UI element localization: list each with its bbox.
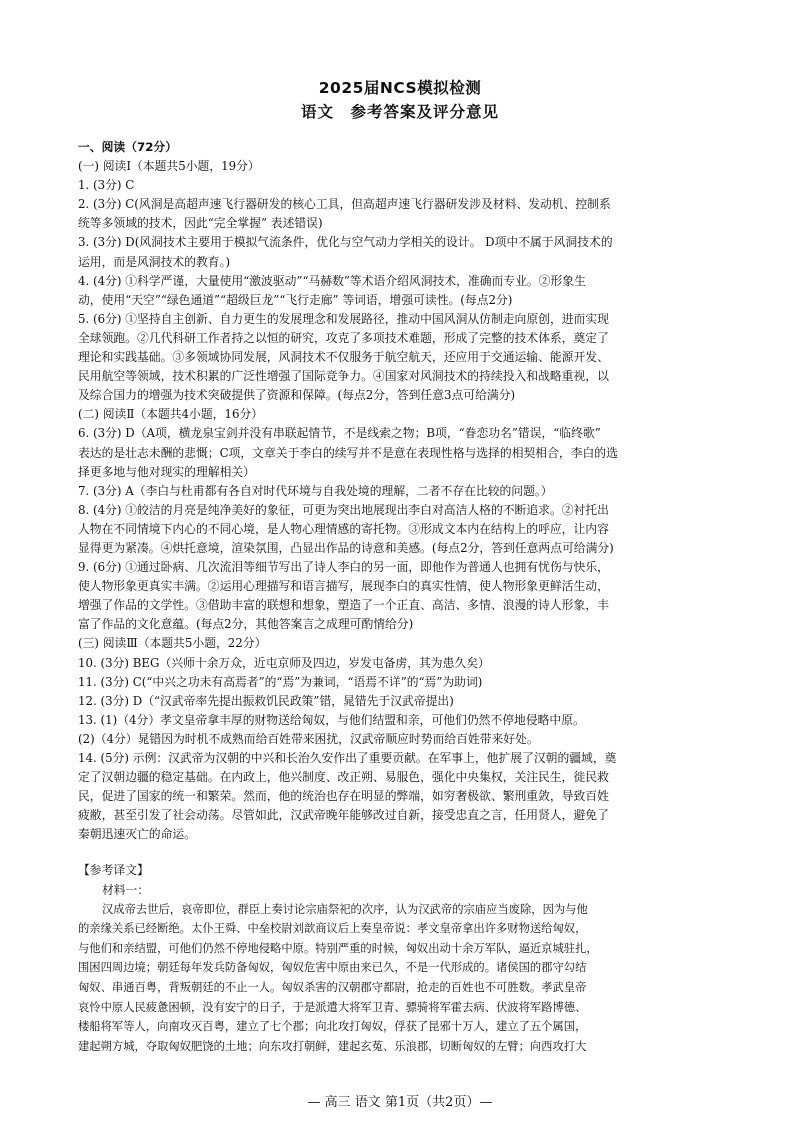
answer-line: 表达的是壮志未酬的悲慨；C项，文章关于李白的续写并不是意在表现性格与选择的相契相合，李白的选	[78, 445, 618, 460]
answer-line: 增强了作品的文学性。③借助丰富的联想和想象，塑造了一个正直、高洁、多情、浪漫的诗人形象，丰	[78, 598, 609, 613]
answer-line: 全球领跑。②几代科研工作者持之以恒的研究，攻克了多项技术难题，形成了完整的技术体系，奠定了	[78, 330, 609, 345]
answer-line: 择更多地与他对现实的理解相关）	[78, 464, 255, 479]
translation-heading: 【参考译文】	[78, 863, 149, 878]
answer-line: 秦朝迅速灭亡的命运。	[78, 827, 196, 842]
answer-line: 3. (3分) D(风洞技术主要用于模拟气流条件，优化与空气动力学相关的设计。 D项中不属于风洞技术的	[78, 235, 613, 250]
answer-line: 定了汉朝边疆的稳定基础。在内政上，他兴制度、改正朔、易服色，强化中央集权，关注民生，徙民救	[78, 770, 609, 785]
answer-line: 2. (3分) C(风洞是高超声速飞行器研发的核心工具，但高超声速飞行器研发涉及材料、发动机、控制系	[78, 197, 611, 212]
section-heading-reading: 一、阅读（72分）	[78, 140, 177, 154]
answer-line: (2)（4分）晁错因为时机不成熟而给百姓带来困扰，汉武帝顺应时势而给百姓带来好处。	[78, 731, 539, 746]
answer-line: 使人物形象更真实丰满。②运用心理描写和语言描写，展现李白的真实性情，使人物形象更鲜活生动，	[78, 579, 609, 594]
translation-line: 的亲缘关系已经断绝。太仆王舜、中垒校尉刘歆商议后上奏皇帝说：孝文皇帝拿出许多财物送给匈奴，	[78, 922, 587, 936]
answer-line: 14. (5分) 示例：汉武帝为汉朝的中兴和长治久安作出了重要贡献。在军事上，他扩展了汉朝的疆域，奠	[78, 751, 617, 765]
answer-line: 12. (3分) D（“汉武帝率先提出振救饥民政策”错，晁错先于汉武帝提出)	[78, 693, 454, 708]
answer-line: 10. (3分) BEG（兴师十余万众，近屯京师及四边，岁发屯备虏，其为患久矣）	[78, 655, 490, 670]
translation-line: 哀怜中原人民疲惫困顿，没有安宁的日子，于是派遣大将军卫青、骠骑将军霍去病、伏波将军路博德、	[78, 1000, 587, 1014]
answer-line: 理论和实践基础。③多领域协同发展，风洞技术不仅服务于航空航天，还应用于交通运输、能源开发、	[78, 350, 609, 365]
exam-subtitle: 语文 参考答案及评分意见	[300, 103, 499, 121]
translation-text	[78, 900, 726, 1057]
translation-line: 围困四周边境；朝廷每年发兵防备匈奴，匈奴危害中原由来已久，不是一代形成的。诸侯国的郡守勾结	[78, 961, 587, 975]
translation-line: 汉成帝去世后，哀帝即位，群臣上奏讨论宗庙祭祀的次序，认为汉武帝的宗庙应当废除，因为与他	[102, 902, 588, 916]
answer-line: 运用，而是风洞技术的教育。)	[78, 254, 231, 269]
answer-line: 6. (3分) D（A项，横龙泉宝剑并没有串联起情节，不是线索之物；B项，“眷恋功名”错误，“临终歌”	[78, 426, 601, 441]
subsection-heading-1: (一) 阅读Ⅰ（本题共5小题，19分）	[78, 159, 260, 174]
answer-line: 1. (3分) C	[78, 178, 135, 193]
spacer	[78, 844, 726, 861]
answer-line: 7. (3分) A（李白与杜甫都有各自对时代环境与自我处境的理解，二者不存在比较的问题。）	[78, 483, 553, 498]
translation-line: 建起朔方城，夺取匈奴肥饶的土地；向东攻打朝鲜，建起玄菟、乐浪郡，切断匈奴的左臂；向西攻打大	[78, 1039, 587, 1053]
exam-title: 2025届NCS模拟检测	[318, 79, 482, 97]
translation-line: 匈奴、串通百粤，背叛朝廷的不止一人。匈奴杀害的汉朝郡守都尉，抢走的百姓也不可胜数。孝武皇帝	[78, 981, 587, 995]
answer-line: 民，促进了国家的统一和繁荣。然而，他的统治也存在明显的弊端，如穷奢极欲、繁刑重敛，导致百姓	[78, 789, 609, 804]
answer-line: 人物在不同情境下内心的不同心境，是人物心理情感的寄托物。③形成文本内在结构上的呼应，让内容	[78, 521, 609, 536]
answer-line: 富了作品的文化意蕴。(每点2分，其他答案言之成理可酌情给分)	[78, 617, 414, 632]
answer-line: 动，使用“天空”“绿色通道”“超级巨龙”“飞行走廊” 等词语，增强可读性。(每点2分)	[78, 292, 513, 307]
answer-line: 8. (4分) ①皎洁的月亮是纯净美好的象征，可更为突出地展现出李白对高洁人格的不断追求。②衬托出	[78, 502, 609, 517]
material-label: 材料一：	[102, 882, 150, 897]
answer-line: 5. (6分) ①坚持自主创新、自力更生的发展理念和发展路径，推动中国风洞从仿制走向原创，进而实现	[78, 311, 609, 326]
translation-line: 与他们和亲结盟，可他们仍然不停地侵略中原。特别严重的时候，匈奴出动十余万军队，逼近京城驻扎，	[78, 941, 598, 955]
answer-line: 民用航空等领域，技术积累的广泛性增强了国际竞争力。④国家对风洞技术的持续投入和战略重视，以	[78, 369, 609, 384]
answer-content	[78, 138, 726, 1056]
translation-line: 楼船将军等人，向南攻灭百粤，建立了七个郡；向北攻打匈奴，俘获了昆邪十万人，建立了五个属国，	[78, 1020, 587, 1034]
answer-line: 及综合国力的增强为技术突破提供了资源和保障。(每点2分，答到任意3点可给满分)	[78, 388, 516, 403]
subsection-heading-3: (三) 阅读Ⅲ（本题共5小题，22分）	[78, 636, 267, 651]
answer-line: 11. (3分) C(“中兴之功未有高焉者”的“焉”为兼词，“语焉不详”的“焉”为助词)	[78, 674, 483, 689]
answer-line: 9. (6分) ①通过卧病、几次流泪等细节写出了诗人李白的另一面，即他作为普通人也拥有忧伤与快乐，	[78, 560, 609, 575]
subsection-heading-2: (二) 阅读Ⅱ（本题共4小题，16分）	[78, 407, 264, 422]
answer-line: 疲敝，甚至引发了社会动荡。尽管如此，汉武帝晚年能够改过自新，接受忠直之言，任用贤人，避免了	[78, 808, 609, 823]
answer-line: 13. (1)（4分）孝文皇帝拿丰厚的财物送给匈奴，与他们结盟和亲，可他们仍然不停地侵略中原。	[78, 712, 585, 727]
page-footer: — 高三 语文 第1页（共2页）—	[307, 1095, 493, 1110]
answer-line: 显得更为紧凑。④烘托意境，渲染氛围，凸显出作品的诗意和美感。(每点2分，答到任意两点可给满分)	[78, 540, 614, 555]
answer-line: 4. (4分) ①科学严谨，大量使用“激波驱动”“马赫数”等术语介绍风洞技术，准确而专业。②形象生	[78, 273, 586, 288]
answer-line: 统等多领域的技术，因此“完全掌握” 表述错误)	[78, 216, 323, 231]
